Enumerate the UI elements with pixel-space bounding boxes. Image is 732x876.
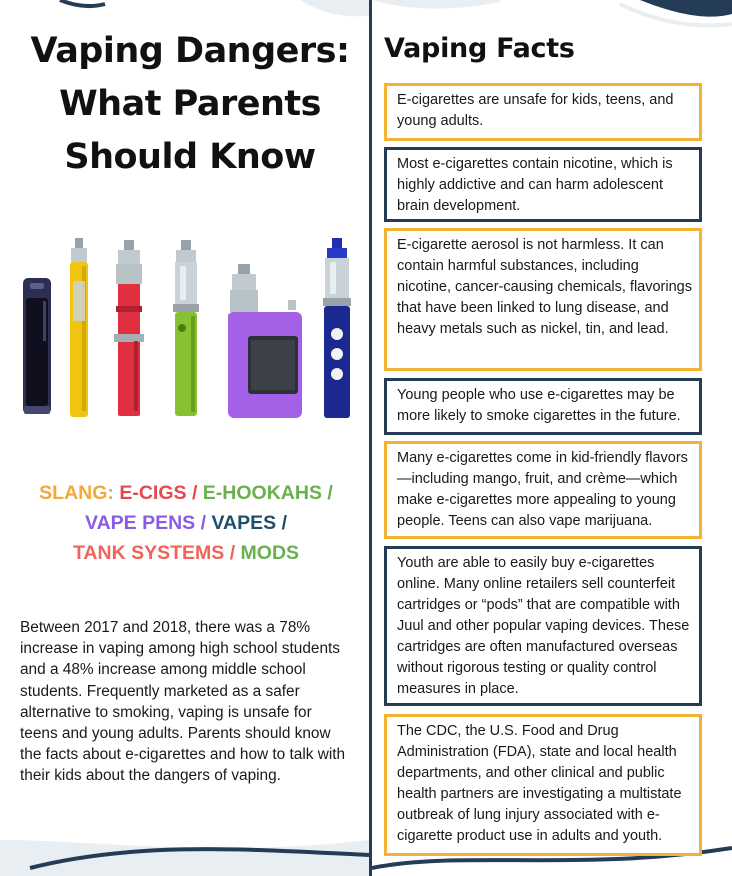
slang-term-e-hookahs: E-HOOKAHS: [202, 482, 322, 504]
slang-line-2: [8, 508, 364, 538]
slang-separator: /: [281, 512, 287, 534]
slang-separator: /: [327, 482, 333, 504]
fact-box: The CDC, the U.S. Food and Drug Administration (FDA), state and local health departments, and other clinical and public health partners are investigating a multistate outbreak of lung injury associated with e-cigarette product use in adults and youth.: [384, 714, 702, 856]
title-line-3: Should Know: [64, 137, 316, 177]
fact-box: Youth are able to easily buy e-cigarettes online. Many online retailers sell counterfeit cartridges or “pods” that are compatible with Juul and other popular vaping devices. These cartridges are often manufactured overseas without rigorous testing or quality control measures in place.: [384, 546, 702, 706]
facts-heading: Vaping Facts: [384, 33, 575, 64]
title-line-2: What Parents: [59, 84, 321, 124]
red-tank-pen-icon: [114, 240, 144, 416]
slang-terms: [8, 478, 364, 568]
purple-box-mod-icon: [228, 264, 302, 418]
title-line-1: Vaping Dangers:: [30, 31, 350, 71]
slang-separator: /: [191, 482, 198, 504]
fact-box: Most e-cigarettes contain nicotine, which is highly addictive and can harm adolescent brain development.: [384, 147, 702, 222]
slang-separator: /: [200, 512, 207, 534]
fact-box: Many e-cigarettes come in kid-friendly flavors—including mango, fruit, and crème—which make e-cigarettes more appealing to young people. Teens can also vape marijuana.: [384, 441, 702, 539]
right-column: [372, 0, 732, 876]
vape-devices-illustration: [18, 236, 358, 421]
fact-box: E-cigarettes are unsafe for kids, teens, and young adults.: [384, 83, 702, 141]
slang-term-vapes: VAPES: [211, 512, 277, 534]
slang-term-mods: MODS: [240, 542, 300, 564]
intro-paragraph: Between 2017 and 2018, there was a 78% increase in vaping among high school students and a 48% increase among middle school students. Frequently marketed as a safer alternative to smoking, vaping is unsafe for teens and young adults. Parents should know the facts about e-cigarettes and how to talk with their kids about the dangers of vaping.: [20, 619, 346, 785]
slang-label: SLANG:: [39, 482, 114, 504]
fact-box: E-cigarette aerosol is not harmless. It can contain harmful substances, including nicotine, cancer-causing chemicals, flavorings that have been linked to lung disease, and heavy metals such as nickel, tin, and lead.: [384, 228, 702, 371]
slang-line-3: [8, 538, 364, 568]
slang-term-tank-systems: TANK SYSTEMS: [72, 542, 225, 564]
green-vape-pen-icon: [173, 240, 199, 416]
page-title: [10, 25, 370, 184]
slang-term-vape-pens: VAPE PENS: [85, 512, 196, 534]
slang-term-e-cigs: E-CIGS: [119, 482, 187, 504]
navy-vape-pen-icon: [323, 238, 351, 418]
yellow-vape-pen-icon: [70, 238, 88, 417]
slang-line-1: [8, 478, 364, 508]
pod-device-icon: [23, 278, 51, 414]
slang-separator: /: [229, 542, 236, 564]
fact-box: Young people who use e-cigarettes may be more likely to smoke cigarettes in the future.: [384, 378, 702, 435]
